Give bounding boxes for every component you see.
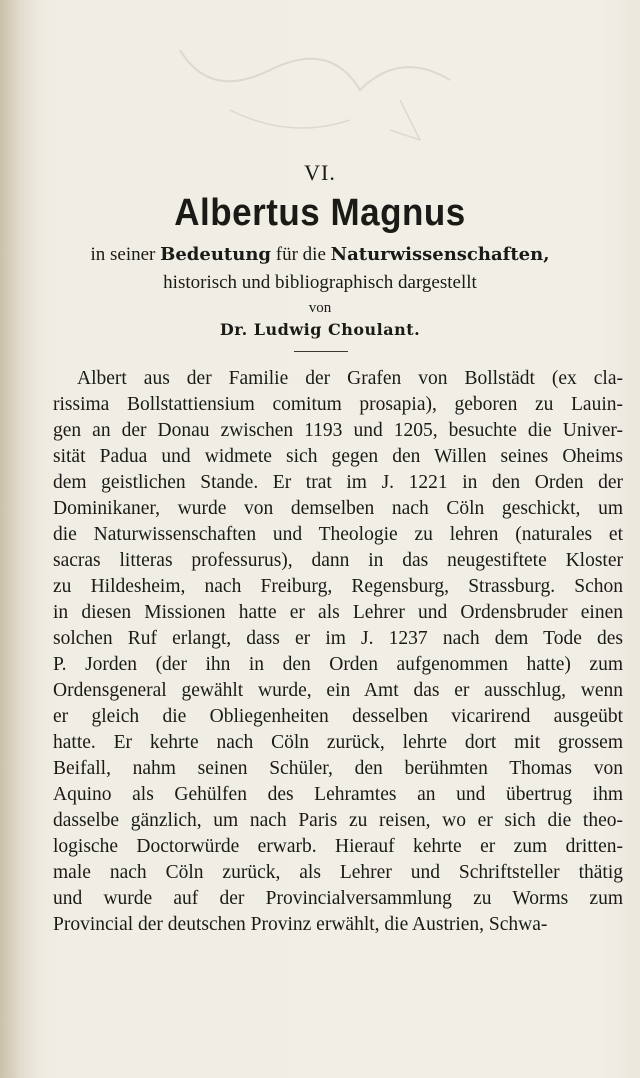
text-line: er gleich die Obliegenheiten desselben vicarirend ausgeübt: [53, 706, 623, 727]
bleed-through-marks: [150, 30, 480, 150]
subtitle-line-2: historisch und bibliographisch dargestellt: [163, 272, 477, 293]
text-line: Dominikaner, wurde von demselben nach Cöln geschickt, um: [53, 498, 623, 519]
text-line: in diesen Missionen hatte er als Lehrer und Ordensbruder einen: [53, 602, 623, 623]
section-number: VI.: [304, 160, 336, 185]
body-paragraph: [53, 366, 623, 938]
text-line: hatte. Er kehrte nach Cöln zurück, lehrte dort mit grossem: [53, 732, 623, 753]
text-line: male nach Cöln zurück, als Lehrer und Schriftsteller thätig: [53, 862, 623, 883]
page-title: Albertus Magnus: [174, 191, 466, 234]
text-line: P. Jorden (der ihn in den Orden aufgenommen hatte) zum: [53, 654, 623, 675]
text-line: dasselbe gänzlich, um nach Paris zu reisen, wo er sich die theo-: [53, 810, 623, 831]
text-line: dem geistlichen Stande. Er trat im J. 1221 in den Orden der: [53, 472, 623, 493]
text-line: zu Hildesheim, nach Freiburg, Regensburg, Strassburg. Schon: [53, 576, 623, 597]
text-line: die Naturwissenschaften und Theologie zu lehren (naturales et: [53, 524, 623, 545]
subtitle-emphasis: Naturwissenschaften,: [330, 244, 550, 265]
text-line: sacras litteras professurus), dann in das neugestiftete Kloster: [53, 550, 623, 571]
text-line: und wurde auf der Provincialversammlung zu Worms zum: [53, 888, 623, 909]
byline-von: von: [308, 300, 332, 316]
subtitle-emphasis: Bedeutung: [160, 244, 272, 265]
text-line: Provincial der deutschen Provinz erwählt, die Austrien, Schwa-: [53, 914, 548, 935]
text-line: gen an der Donau zwischen 1193 und 1205, besuchte die Univer-: [53, 420, 623, 441]
text-line: solchen Ruf erlangt, dass er im J. 1237 nach dem Tode des: [53, 628, 623, 649]
text-line: Ordensgeneral gewählt wurde, ein Amt das er ausschlug, wenn: [53, 680, 623, 701]
text-line: Albert aus der Familie der Grafen von Bollstädt (ex cla-: [77, 368, 623, 389]
text-line: Aquino als Gehülfen des Lehramtes an und übertrug ihm: [53, 784, 623, 805]
subtitle-part: in seiner: [90, 244, 161, 265]
subtitle-part: für die: [271, 244, 331, 265]
text-line: rissima Bollstattiensium comitum prosapia), geboren zu Lauin-: [53, 394, 623, 415]
text-line: logische Doctorwürde erwarb. Hierauf kehrte er zum dritten-: [53, 836, 623, 857]
text-line: Beifall, nahm seinen Schüler, den berühmten Thomas von: [53, 758, 623, 779]
divider-rule: [294, 351, 348, 352]
subtitle: [0, 244, 640, 266]
text-line: sität Padua und widmete sich gegen den Willen seines Oheims: [53, 446, 623, 467]
author-name: Dr. Ludwig Choulant.: [219, 320, 421, 339]
